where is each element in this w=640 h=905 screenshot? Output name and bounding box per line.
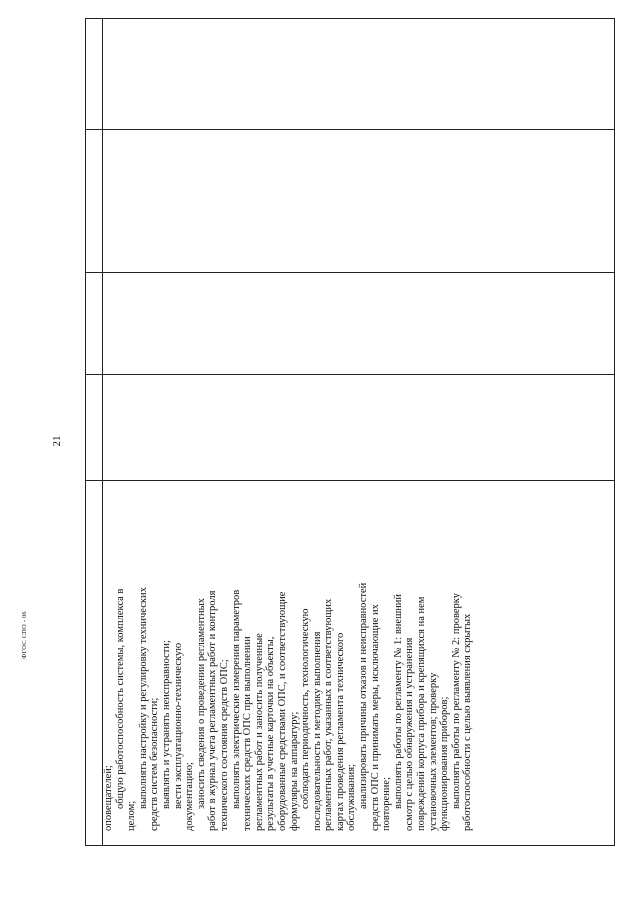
cell-line: анализировать причины отказов и неисправностей [358, 582, 370, 809]
cell-line: формуляры на аппаратуру; [288, 711, 300, 831]
cell-line: функционирования приборов; [439, 696, 451, 831]
table-row-divider [86, 272, 614, 273]
table-row-divider [86, 374, 614, 375]
cell-line: выполнять электрические измерения параметров [230, 589, 242, 809]
page-number: 21 [51, 435, 63, 447]
cell-line: выполнять работы по регламенту № 1: внешний [392, 593, 404, 809]
cell-line: средств ОПС и принимать меры, исключающие их [369, 604, 381, 831]
cell-line: общую работоспособность системы, комплекса в [114, 588, 126, 809]
cell-line: вести эксплуатационно-техническую [172, 642, 184, 809]
cell-line: заносить сведения о проведении регламентных [195, 598, 207, 809]
cell-line: осмотр с целью обнаружения и устранения [404, 637, 416, 831]
table-cell-competencies [103, 481, 585, 833]
cell-line: последовательность и методику выполнения [311, 631, 323, 831]
cell-line: выполнять настройку и регулировку технических [137, 587, 149, 809]
cell-line: технического состояния средств ОПС; [218, 659, 230, 831]
table-row-divider [86, 129, 614, 130]
cell-line: средств систем безопасности; [149, 697, 161, 831]
cell-line: регламентных работ и заносить полученные [253, 633, 265, 831]
cell-line: регламентных работ, указанных в соответствующих [323, 598, 335, 831]
footer-document-code: ФГОС СПО - 06 [21, 611, 28, 659]
cell-line: работоспособности с целью выявления скрытых [462, 613, 474, 831]
cell-line: повреждений корпуса прибора и крепящихся на нем [416, 596, 428, 831]
cell-line: оборудованные средствами ОПС, и соответствующие [276, 591, 288, 831]
cell-line: выполнять работы по регламенту № 2: проверку [450, 593, 462, 809]
cell-line: картах проведения регламента технического [334, 632, 346, 831]
cell-line: оповещателей; [103, 765, 114, 831]
cell-line: обслуживания; [346, 764, 358, 831]
cell-line: соблюдать периодичность, технологическую [300, 608, 312, 809]
cell-line: документацию; [184, 762, 196, 831]
cell-line: установочных элементов; проверку [427, 672, 439, 831]
cell-line: целом; [126, 800, 138, 831]
cell-line: повторение; [381, 777, 393, 831]
cell-line: результаты в учетные карточки на объекты, [265, 636, 277, 831]
cell-line: выявлять и устранять неисправности; [160, 640, 172, 809]
cell-line: работ в журнал учета регламентных работ и контроля [207, 590, 219, 831]
cell-line: технических средств ОПС при выполнении [242, 636, 254, 831]
